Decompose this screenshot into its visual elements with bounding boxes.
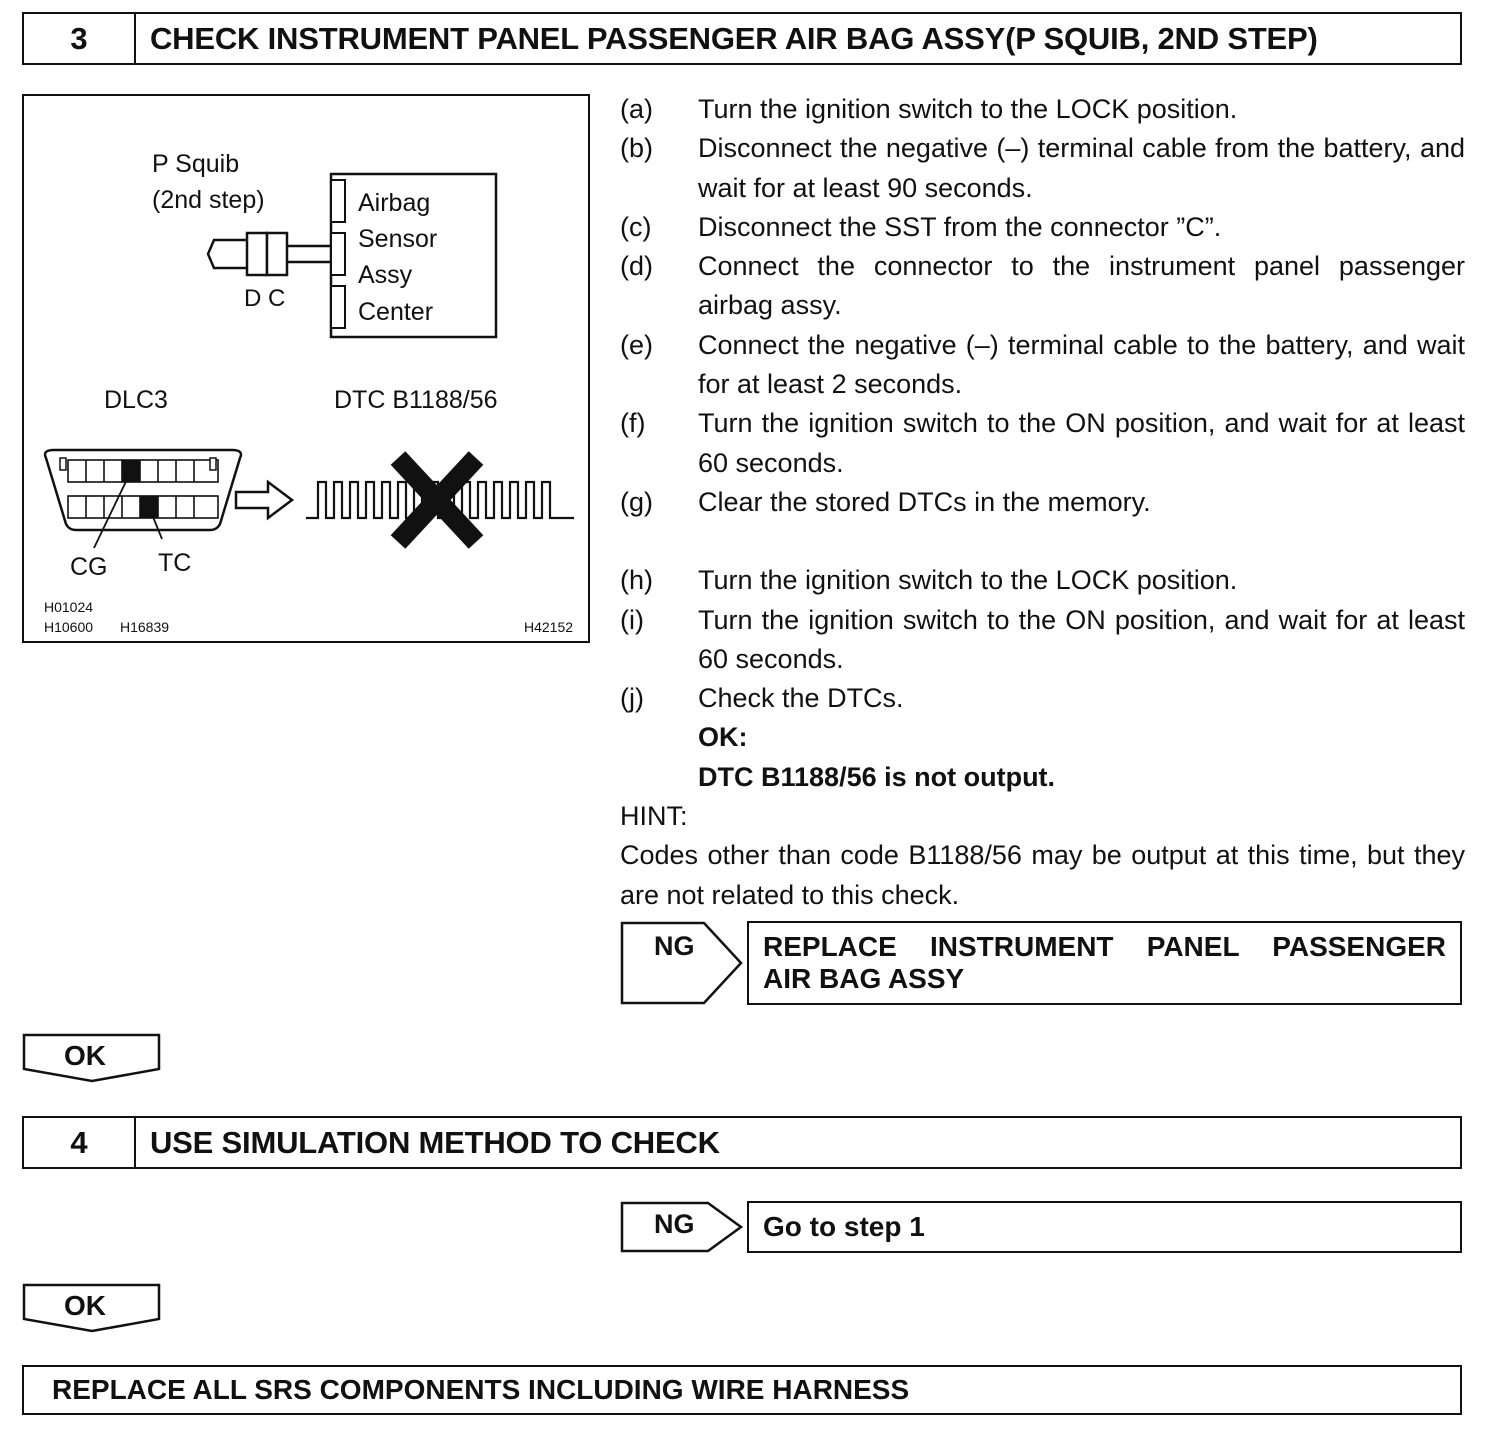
ref-code: H10600	[44, 619, 94, 635]
hint-text: Codes other than code B1188/56 may be output at this time, but they are not related to this check.	[620, 840, 1465, 910]
ecu-label-2: Sensor	[358, 225, 438, 253]
squib-step-label: (2nd step)	[152, 186, 265, 214]
step-text: Turn the ignition switch to the ON position, and wait for at least 60 seconds.	[698, 604, 1465, 674]
procedure-step	[620, 601, 1465, 680]
ng-label: NG	[654, 1209, 695, 1239]
step-number: 4	[24, 1118, 136, 1167]
ok-condition-heading: OK:	[698, 722, 748, 753]
dlc3-latch	[210, 458, 216, 470]
procedure-step	[620, 326, 1465, 405]
cg-label: CG	[70, 553, 108, 581]
procedure-step	[620, 483, 1465, 522]
ecu-label-4: Center	[358, 298, 434, 326]
step-text: Disconnect the negative (–) terminal cable from the battery, and wait for at least 90 seconds.	[698, 133, 1465, 203]
step-label: (e)	[620, 329, 653, 360]
ng-result-line: AIR BAG ASSY	[763, 963, 965, 994]
squib-connector	[208, 240, 247, 268]
cross-icon	[398, 458, 476, 542]
step-text: Check the DTCs.	[698, 683, 904, 714]
ng-result-box	[747, 1201, 1462, 1253]
ok-condition	[620, 758, 1465, 797]
tc-label: TC	[158, 549, 192, 577]
ecu-pin	[331, 286, 345, 328]
dlc3-latch	[60, 458, 66, 470]
step-4-header	[22, 1116, 1462, 1169]
step-text: Connect the connector to the instrument panel passenger airbag assy.	[698, 251, 1465, 321]
final-action-box	[22, 1365, 1462, 1415]
ok-condition-text: DTC B1188/56 is not output.	[698, 761, 1056, 792]
ok-label: OK	[64, 1290, 106, 1321]
procedure-step	[620, 247, 1465, 326]
step-label: (f)	[620, 408, 646, 439]
step-text: Turn the ignition switch to the LOCK position.	[698, 565, 1238, 596]
final-action-text: REPLACE ALL SRS COMPONENTS INCLUDING WIRE HARNESS	[52, 1374, 910, 1405]
ref-code: H01024	[44, 599, 94, 615]
procedure-step	[620, 561, 1465, 600]
step-text: Turn the ignition switch to the ON position, and wait for at least 60 seconds.	[698, 408, 1465, 478]
procedure-step	[620, 208, 1465, 247]
step-title: CHECK INSTRUMENT PANEL PASSENGER AIR BAG ASSY(P SQUIB, 2ND STEP)	[150, 20, 1318, 56]
wiring-diagram	[22, 94, 590, 643]
ng-result-box	[747, 921, 1462, 1005]
connector-label: D C	[244, 285, 286, 312]
ok-label: OK	[64, 1040, 106, 1071]
hint-heading: HINT:	[620, 801, 688, 832]
ecu-pin	[331, 233, 345, 275]
ng-result-line: REPLACE INSTRUMENT PANEL PASSENGER	[763, 931, 1446, 962]
step-title: USE SIMULATION METHOD TO CHECK	[150, 1124, 720, 1160]
step-label: (a)	[620, 94, 653, 124]
procedure-step	[620, 404, 1465, 483]
procedure-step	[620, 129, 1465, 208]
step-label: (h)	[620, 565, 653, 596]
step-text: Disconnect the SST from the connector ”C”.	[698, 211, 1222, 242]
step-number: 3	[24, 14, 136, 63]
step-label: (b)	[620, 133, 653, 164]
step-label: (d)	[620, 251, 653, 282]
step-label: (i)	[620, 604, 644, 635]
step-3-header	[22, 12, 1462, 65]
squib-label: P Squib	[152, 150, 240, 178]
connector-d	[247, 233, 267, 275]
ng-result-text: Go to step 1	[763, 1211, 925, 1242]
ecu-pin	[331, 180, 345, 222]
procedure-step	[620, 679, 1465, 718]
connector-c	[267, 233, 287, 275]
ng-label: NG	[654, 931, 695, 961]
procedure-list	[620, 90, 1465, 915]
ecu-label-1: Airbag	[358, 189, 431, 217]
step-text: Connect the negative (–) terminal cable to the battery, and wait for at least 2 seconds.	[698, 329, 1465, 400]
step-label: (g)	[620, 486, 653, 517]
ecu-label-3: Assy	[358, 261, 413, 289]
ref-code: H16839	[120, 619, 170, 635]
ok-condition	[620, 718, 1465, 757]
procedure-step	[620, 90, 1465, 129]
dlc-label: DLC3	[104, 386, 168, 414]
step-text: Turn the ignition switch to the LOCK position.	[698, 94, 1238, 124]
ref-code: H42152	[524, 619, 574, 635]
step-text: Clear the stored DTCs in the memory.	[698, 486, 1151, 517]
arrow-icon	[236, 482, 292, 518]
dtc-label: DTC B1188/56	[334, 386, 498, 414]
step-label: (c)	[620, 211, 652, 242]
step-label: (j)	[620, 683, 644, 714]
